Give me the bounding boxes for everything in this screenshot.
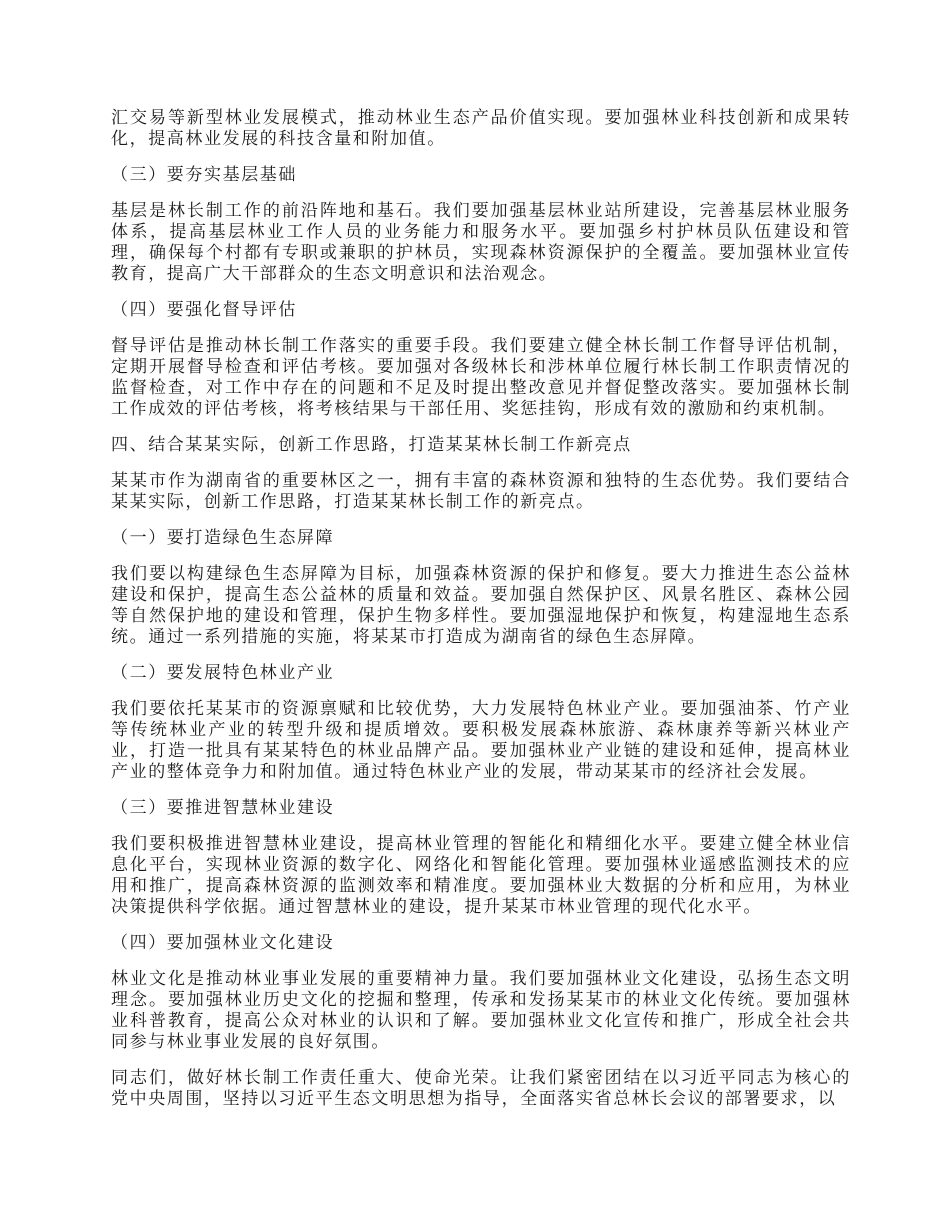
- body-paragraph: 同志们，做好林长制工作责任重大、使命光荣。让我们紧密团结在以习近平同志为核心的党中央周围，坚持以习近平生态文明思想为指导，全面落实省总林长会议的部署要求，以: [111, 1068, 851, 1109]
- body-paragraph: 督导评估是推动林长制工作落实的重要手段。我们要建立健全林长制工作督导评估机制，定期开展督导检查和评估考核。要加强对各级林长和涉林单位履行林长制工作职责情况的监督检查，对工作中存在的问题和不足及时提出整改意见并督促整改落实。要加强林长制工作成效的评估考核，将考核结果与干部任用、奖惩挂钩，形成有效的激励和约束机制。: [111, 336, 851, 419]
- body-paragraph: 我们要积极推进智慧林业建设，提高林业管理的智能化和精细化水平。要建立健全林业信息化平台，实现林业资源的数字化、网络化和智能化管理。要加强林业遥感监测技术的应用和推广，提高森林资源的监测效率和精准度。要加强林业大数据的分析和应用，为林业决策提供科学依据。通过智慧林业的建设，提升某某市林业管理的现代化水平。: [111, 834, 851, 917]
- section-subheading: （一）要打造绿色生态屏障: [111, 528, 335, 548]
- body-paragraph: 我们要以构建绿色生态屏障为目标，加强森林资源的保护和修复。要大力推进生态公益林建设和保护，提高生态公益林的质量和效益。要加强自然保护区、风景名胜区、森林公园等自然保护地的建设和管理，保护生物多样性。要加强湿地保护和恢复，构建湿地生态系统。通过一系列措施的实施，将某某市打造成为湖南省的绿色生态屏障。: [111, 564, 851, 647]
- section-subheading: （三）要夯实基层基础: [111, 165, 297, 185]
- body-paragraph: 基层是林长制工作的前沿阵地和基石。我们要加强基层林业站所建设，完善基层林业服务体系，提高基层林业工作人员的业务能力和服务水平。要加强乡村护林员队伍建设和管理，确保每个村都有专职或兼职的护林员，实现森林资源保护的全覆盖。要加强林业宣传教育，提高广大干部群众的生态文明意识和法治观念。: [111, 201, 851, 284]
- section-subheading: （四）要强化督导评估: [111, 300, 297, 320]
- body-paragraph: 林业文化是推动林业事业发展的重要精神力量。我们要加强林业文化建设，弘扬生态文明理念。要加强林业历史文化的挖掘和整理，传承和发扬某某市的林业文化传统。要加强林业科普教育，提高公众对林业的认识和了解。要加强林业文化宣传和推广，形成全社会共同参与林业事业发展的良好氛围。: [111, 969, 851, 1052]
- section-subheading: （二）要发展特色林业产业: [111, 663, 335, 683]
- body-paragraph: 我们要依托某某市的资源禀赋和比较优势，大力发展特色林业产业。要加强油茶、竹产业等传统林业产业的转型升级和提质增效。要积极发展森林旅游、森林康养等新兴林业产业，打造一批具有某某特色的林业品牌产品。要加强林业产业链的建设和延伸，提高林业产业的整体竞争力和附加值。通过特色林业产业的发展，带动某某市的经济社会发展。: [111, 699, 851, 782]
- section-subheading: （三）要推进智慧林业建设: [111, 798, 335, 818]
- section-heading: 四、结合某某实际，创新工作思路，打造某某林长制工作新亮点: [111, 435, 632, 455]
- body-paragraph: 某某市作为湖南省的重要林区之一，拥有丰富的森林资源和独特的生态优势。我们要结合某某实际，创新工作思路，打造某某林长制工作的新亮点。: [111, 471, 851, 512]
- document-page: [111, 108, 851, 1125]
- body-paragraph: 汇交易等新型林业发展模式，推动林业生态产品价值实现。要加强林业科技创新和成果转化，提高林业发展的科技含量和附加值。: [111, 108, 851, 149]
- section-subheading: （四）要加强林业文化建设: [111, 933, 335, 953]
